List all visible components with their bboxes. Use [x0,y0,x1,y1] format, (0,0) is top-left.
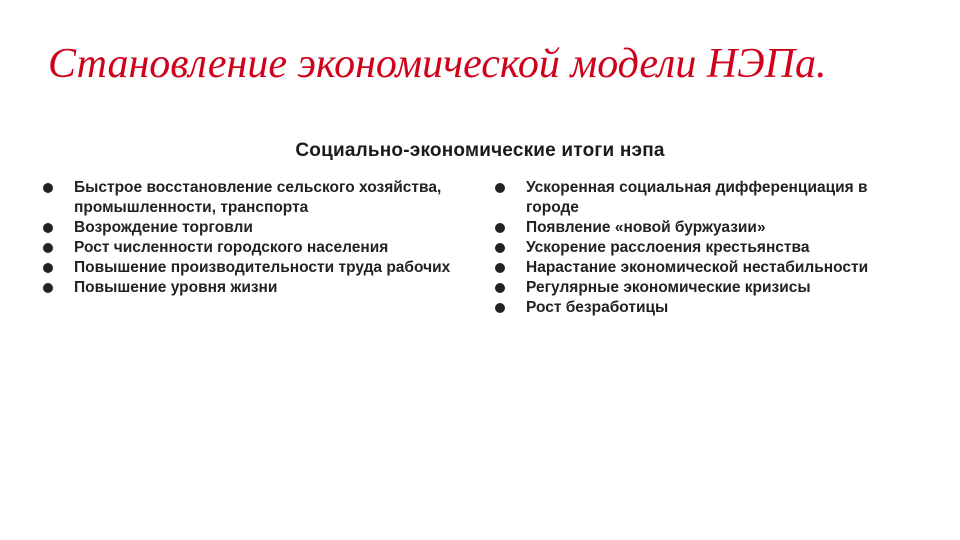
list-item [492,258,922,278]
list-item-text: Нарастание экономической нестабильности [526,259,869,276]
list-item-text: Появление «новой буржуазии» [526,219,766,236]
bullet-icon [43,223,53,233]
list-item [40,278,465,298]
list-item-text: Повышение уровня жизни [74,279,278,296]
bullet-icon [495,223,505,233]
bullet-icon [495,243,505,253]
list-item-text: Рост численности городского населения [74,239,389,256]
list-item [492,238,922,258]
list-item-text: Ускорение расслоения крестьянства [526,239,810,256]
list-item [492,298,922,318]
slide-title: Становление экономической модели НЭПа. [48,41,827,87]
negative-results-list [492,178,922,318]
list-item-text: Рост безработицы [526,299,669,316]
list-item-text: Ускоренная социальная дифференциация в городе [526,179,868,216]
list-item [40,218,465,238]
list-item-text: Возрождение торговли [74,219,253,236]
positive-results-list [40,178,465,298]
list-item [40,258,465,278]
list-item [492,178,922,218]
list-item [492,218,922,238]
bullet-icon [43,263,53,273]
bullet-icon [43,283,53,293]
bullet-icon [43,243,53,253]
bullet-icon [495,183,505,193]
bullet-icon [43,183,53,193]
list-item [40,238,465,258]
list-item [492,278,922,298]
list-item-text: Быстрое восстановление сельского хозяйства, промышленности, транспорта [74,179,442,216]
bullet-icon [495,283,505,293]
bullet-icon [495,263,505,273]
table-heading: Социально-экономические итоги нэпа [295,140,665,161]
list-item [40,178,465,218]
bullet-icon [495,303,505,313]
nep-results-table [40,128,920,338]
list-item-text: Регулярные экономические кризисы [526,279,811,296]
list-item-text: Повышение производительности труда рабочих [74,259,451,276]
